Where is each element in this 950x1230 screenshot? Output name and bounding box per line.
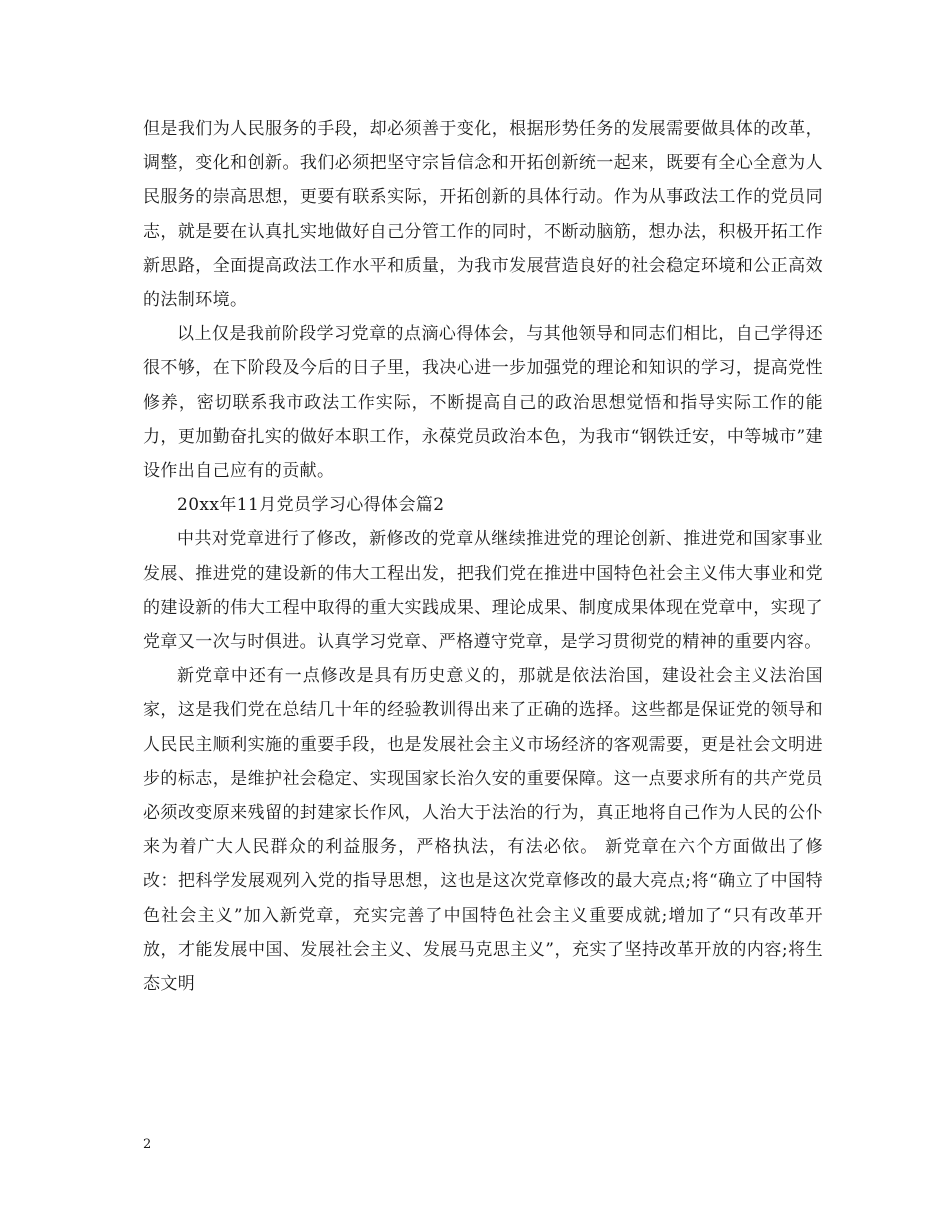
section-heading: 20xx年11月党员学习心得体会篇2	[177, 495, 445, 516]
paragraph-2: 以上仅是我前阶段学习党章的点滴心得体会，与其他领导和同志们相比，自己学得还很不够，在下阶段及今后的日子里，我决心进一步加强党的理论和知识的学习，提高党性修养，密切联系我市政法工作实际，不断提高自己的政治思想觉悟和指导实际工作的能力，更加勤奋扎实的做好本职工作，永葆党员政治本色，为我市“钢铁迁安，中等城市”建设作出自己应有的贡献。	[143, 324, 823, 482]
paragraph-4: 新党章中还有一点修改是具有历史意义的，那就是依法治国，建设社会主义法治国家，这是我们党在总结几十年的经验教训得出来了正确的选择。这些都是保证党的领导和人民民主顺利实施的重要手段，也是发展社会主义市场经济的客观需要，更是社会文明进步的标志，是维护社会稳定、实现国家长治久安的重要保障。这一点要求所有的共产党员必须改变原来残留的封建家长作风，人治大于法治的行为，真正地将自己作为人民的公仆来为着广大人民群众的利益服务，严格执法，有法必依。 新党章在六个方面做出了修改：把科学发展观列入党的指导思想，这也是这次党章修改的最大亮点;将“确立了中国特色社会主义”加入新党章，充实完善了中国特色社会主义重要成就;增加了“只有改革开放，才能发展中国、发展社会主义、发展马克思主义”，充实了坚持改革开放的内容;将生态文明	[143, 666, 823, 995]
page-number: 2	[143, 1137, 152, 1152]
paragraph-3: 中共对党章进行了修改，新修改的党章从继续推进党的理论创新、推进党和国家事业发展、推进党的建设新的伟大工程出发，把我们党在推进中国特色社会主义伟大事业和党的建设新的伟大工程中取得的重大实践成果、理论成果、制度成果体现在党章中，实现了党章又一次与时俱进。认真学习党章、严格遵守党章，是学习贯彻党的精神的重要内容。	[143, 529, 823, 653]
paragraph-1: 但是我们为人民服务的手段，却必须善于变化，根据形势任务的发展需要做具体的改革，调整，变化和创新。我们必须把坚守宗旨信念和开拓创新统一起来，既要有全心全意为人民服务的崇高思想，更要有联系实际，开拓创新的具体行动。作为从事政法工作的党员同志，就是要在认真扎实地做好自己分管工作的同时，不断动脑筋，想办法，积极开拓工作新思路，全面提高政法工作水平和质量，为我市发展营造良好的社会稳定环境和公正高效的法制环境。	[143, 119, 823, 311]
document-body	[143, 112, 823, 1001]
